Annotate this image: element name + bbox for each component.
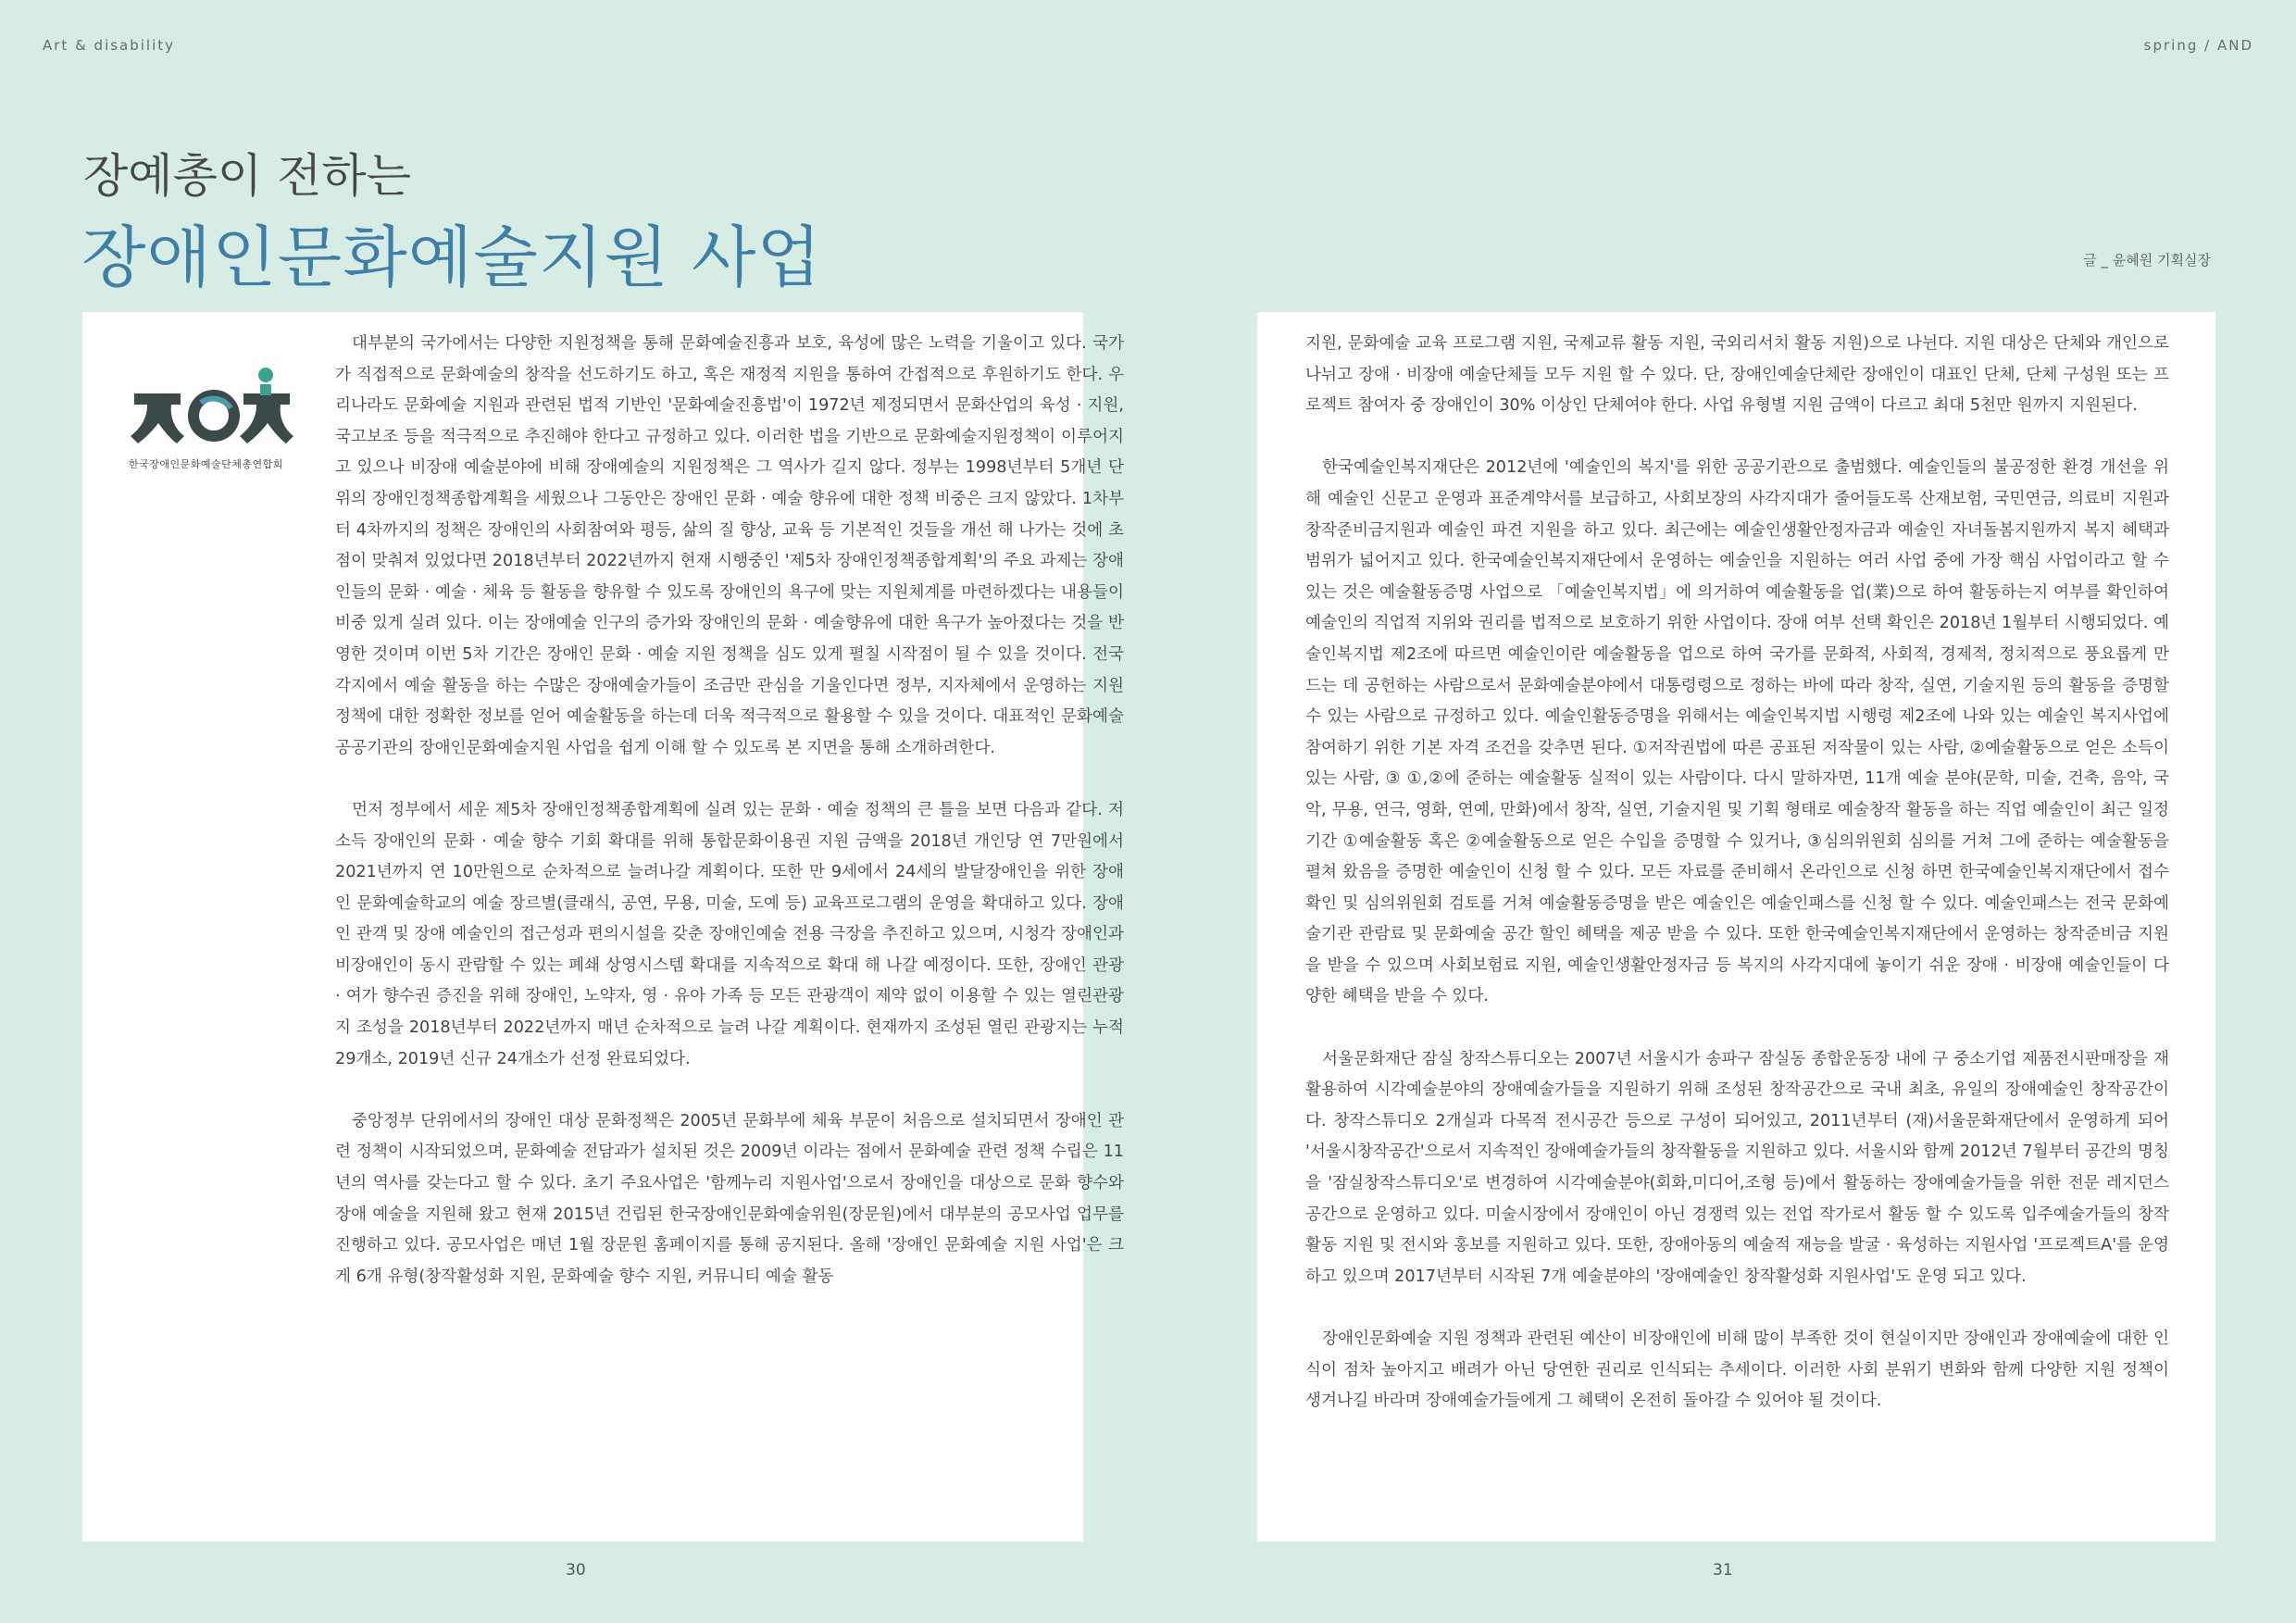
paragraph: 중앙정부 단위에서의 장애인 대상 문화정책은 2005년 문화부에 체육 부문이 처음으로 설치되면서 장애인 관련 정책이 시작되었으며, 문화예술 전담과가 설치된 것은 2009년 이라는 점에서 문화예술 관련 정책 수립은 11년의 역사를 갖는다고 할 수 있다. 초기 주요사업은 '함께누리 지원사업'으로서 장애인을 대상으로 문화 향수와 장애 예술을 지원해 왔고 현재 2015년 건립된 한국장애인문화예술위원(장문원)에서 대부분의 공모사업 업무를 진행하고 있다. 공모사업은 매년 1월 장문원 홈페이지를 통해 공지된다. 올해 '장애인 문화예술 지원 사업'은 크게 6개 유형(창작활성화 지원, 문화예술 향수 지원, 커뮤니티 예술 활동 [335, 1111, 1124, 1286]
byline: 글 _ 윤혜원 기획실장 [2083, 252, 2211, 268]
paragraph: 장애인문화예술 지원 정책과 관련된 예산이 비장애인에 비해 많이 부족한 것이 현실이지만 장애인과 장애예술에 대한 인식이 점차 높아지고 배려가 아닌 당연한 권리로 인식되는 추세이다. 이러한 사회 분위기 변화와 함께 다양한 지원 정책이 생겨나길 바라며 장애예술가들에게 그 혜택이 온전히 돌아갈 수 있어야 될 것이다. [1305, 1330, 2169, 1411]
article-body-right [1305, 329, 2169, 1448]
running-header-right: spring / AND [2143, 37, 2253, 54]
running-header-left: Art & disability [43, 37, 176, 54]
logo-mark-icon [129, 366, 295, 447]
logo-caption: 한국장애인문화예술단체총연합회 [129, 458, 283, 470]
page-right [1257, 312, 2215, 1542]
paragraph: 먼저 정부에서 세운 제5차 장애인정책종합계획에 실려 있는 문화 · 예술 정책의 큰 틀을 보면 다음과 같다. 저소득 장애인의 문화 · 예술 향수 기회 확대를 위해 통합문화이용권 지원 금액을 2018년 개인당 연 7만원에서 2021년까지 연 10만원으로 순차적으로 늘려나갈 계획이다. 또한 만 9세에서 24세의 발달장애인을 위한 장애인 문화예술학교의 예술 장르별(클래식, 공연, 무용, 미술, 도예 등) 교육프로그램의 운영을 확대하고 있다. 장애인 관객 및 장애 예술인의 접근성과 편의시설을 갖춘 장애인예술 전용 극장을 추진하고 있으며, 시청각 장애인과 비장애인이 동시 관람할 수 있는 폐쇄 상영시스템 확대를 지속적으로 확대 해 나갈 예정이다. 또한, 장애인 관광 · 여가 향수권 증진을 위해 장애인, 노약자, 영 · 유아 가족 등 모든 관광객이 제약 없이 이용할 수 있는 열린관광지 조성을 2018년부터 2022년까지 매년 순차적으로 늘려 나갈 계획이다. 현재까지 조성된 열린 관광지는 누적 29개소, 2019년 신규 24개소가 선정 완료되었다. [335, 800, 1124, 1068]
paragraph: 지원, 문화예술 교육 프로그램 지원, 국제교류 활동 지원, 국외리서치 활동 지원)으로 나뉜다. 지원 대상은 단체와 개인으로 나뉘고 장애 · 비장애 예술단체들 모두 지원 할 수 있다. 단, 장애인예술단체란 장애인이 대표인 단체, 단체 구성원 또는 프로젝트 참여자 중 장애인이 30% 이상인 단체여야 한다. 사업 유형별 지원 금액이 다르고 최대 5천만 원까지 지원된다. [1305, 334, 2169, 416]
page-left [82, 312, 1124, 1542]
organization-logo [129, 366, 369, 471]
page-number-right: 31 [1713, 1561, 1733, 1579]
article-body-left [335, 329, 1124, 1324]
article-subtitle: 장예총이 전하는 [83, 149, 411, 203]
page-number-left: 30 [566, 1561, 586, 1579]
paragraph: 대부분의 국가에서는 다양한 지원정책을 통해 문화예술진흥과 보호, 육성에 많은 노력을 기울이고 있다. 국가가 직접적으로 문화예술의 창작을 선도하기도 하고, 혹은 재정적 지원을 통하여 간접적으로 후원하기도 한다. 우리나라도 문화예술 지원과 관련된 법적 기반인 '문화예술진흥법'이 1972년 제정되면서 문화산업의 육성 · 지원, 국고보조 등을 적극적으로 추진해야 한다고 규정하고 있다. 이러한 법을 기반으로 문화예술지원정책이 이루어지고 있으나 비장애 예술분야에 비해 장애예술의 지원정책은 그 역사가 길지 않다. 정부는 1998년부터 5개년 단위의 장애인정책종합계획을 세웠으나 그동안은 장애인 문화 · 예술 향유에 대한 정책 비중은 크지 않았다. 1차부터 4차까지의 정책은 장애인의 사회참여와 평등, 삶의 질 향상, 교육 등 기본적인 것들을 개선 해 나가는 것에 초점이 맞춰져 있었다면 2018년부터 2022년까지 현재 시행중인 '제5차 장애인정책종합계획'의 주요 과제는 장애인들의 문화 · 예술 · 체육 등 활동을 향유할 수 있도록 장애인의 욕구에 맞는 지원체계를 마련하겠다는 내용들이 비중 있게 실려 있다. 이는 장애예술 인구의 증가와 장애인의 문화 · 예술향유에 대한 욕구가 높아졌다는 것을 반영한 것이며 이번 5차 기간은 장애인 문화 · 예술 지원 정책을 심도 있게 펼칠 시작점이 될 수 있을 것이다. 전국 각지에서 예술 활동을 하는 수많은 장애예술가들이 조금만 관심을 기울인다면 정부, 지자체에서 운영하는 지원 정책에 대한 정확한 정보를 얻어 예술활동을 하는데 더욱 적극적으로 활용할 수 있을 것이다. 대표적인 문화예술 공공기관의 장애인문화예술지원 사업을 쉽게 이해 할 수 있도록 본 지면을 통해 소개하려한다. [335, 334, 1124, 757]
article-title: 장애인문화예술지원 사업 [81, 218, 822, 296]
paragraph: 서울문화재단 잠실 창작스튜디오는 2007년 서울시가 송파구 잠실동 종합운동장 내에 구 중소기업 제품전시판매장을 재활용하여 시각예술분야의 장애예술가들을 지원하기 위해 조성된 창작공간으로 국내 최초, 유일의 장애예술인 창작공간이다. 창작스튜디오 2개실과 다목적 전시공간 등으로 구성이 되어있고, 2011년부터 (재)서울문화재단에서 운영하게 되어 '서울시창작공간'으로서 지속적인 장애예술가들의 창작활동을 지원하고 있다. 서울시와 함께 2012년 7월부터 공간의 명칭을 '잠실창작스튜디오'로 변경하여 시각예술분야(회화,미디어,조형 등)에서 활동하는 장애예술가들을 위한 전문 레지던스 공간으로 운영하고 있다. 미술시장에서 장애인이 아닌 경쟁력 있는 전업 작가로서 활동 할 수 있도록 입주예술가들의 창작활동 지원 및 전시와 홍보를 지원하고 있다. 또한, 장애아동의 예술적 재능을 발굴 · 육성하는 지원사업 '프로젝트A'를 운영하고 있으며 2017년부터 시작된 7개 예술분야의 '장애예술인 창작활성화 지원사업'도 운영 되고 있다. [1305, 1049, 2169, 1286]
paragraph: 한국예술인복지재단은 2012년에 '예술인의 복지'를 위한 공공기관으로 출범했다. 예술인들의 불공정한 환경 개선을 위해 예술인 신문고 운영과 표준계약서를 보급하고, 사회보장의 사각지대가 줄어들도록 산재보험, 국민연금, 의료비 지원과 창작준비금지원과 예술인 파견 지원을 하고 있다. 최근에는 예술인생활안정자금과 예술인 자녀돌봄지원까지 복지 혜택과 범위가 넓어지고 있다. 한국예술인복지재단에서 운영하는 예술인을 지원하는 여러 사업 중에 가장 핵심 사업이라고 할 수 있는 것은 예술활동증명 사업으로 「예술인복지법」에 의거하여 예술활동을 업(業)으로 하여 활동하는지 여부를 확인하여 예술인의 직업적 지위와 권리를 법적으로 보호하기 위한 사업이다. 장애 여부 선택 확인은 2018년 1월부터 시행되었다. 예술인복지법 제2조에 따르면 예술인이란 예술활동을 업으로 하여 국가를 문화적, 사회적, 경제적, 정치적으로 풍요롭게 만드는 데 공헌하는 사람으로서 문화예술분야에서 대통령령으로 정하는 바에 따라 창작, 실연, 기술지원 등의 활동을 증명할 수 있는 사람으로 규정하고 있다. 예술인활동증명을 위해서는 예술인복지법 시행령 제2조에 나와 있는 예술인 복지사업에 참여하기 위한 기본 자격 조건을 갖추면 된다. ①저작권법에 따른 공표된 저작물이 있는 사람, ②예술활동으로 얻은 소득이 있는 사람, ③ ①,②에 준하는 예술활동 실적이 있는 사람이다. 다시 말하자면, 11개 예술 분야(문학, 미술, 건축, 음악, 국악, 무용, 연극, 영화, 연예, 만화)에서 창작, 실연, 기술지원 및 기획 형태로 예술창작 활동을 하는 직업 예술인이 최근 일정기간 ①예술활동 혹은 ②예술활동으로 얻은 수입을 증명할 수 있거나, ③심의위원회 심의를 거쳐 그에 준하는 예술활동을 펼쳐 왔음을 증명한 예술인이 신청 할 수 있다. 모든 자료를 준비해서 온라인으로 신청 하면 한국예술인복지재단에서 접수 확인 및 심의위원회 검토를 거쳐 예술활동증명을 받은 예술인은 예술인패스를 신청 할 수 있다. 예술인패스는 전국 문화예술기관 관람료 및 문화예술 공간 할인 혜택을 제공 받을 수 있다. 또한 한국예술인복지재단에서 운영하는 창작준비금 지원을 받을 수 있으며 사회보험료 지원, 예술인생활안정자금 등 복지의 사각지대에 놓이기 쉬운 장애 · 비장애 예술인들이 다양한 혜택을 받을 수 있다. [1305, 458, 2169, 1006]
